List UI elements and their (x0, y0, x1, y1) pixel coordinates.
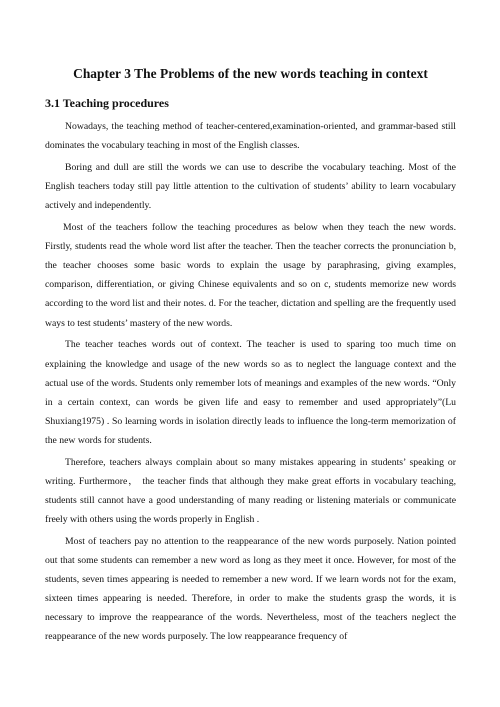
paragraph-out-of-context: The teacher teaches words out of context. The teacher is used to sparing too much time on explaining the knowledge and usage of the new words so as to neglect the language context and the actual use of the words. Students only remember lots of meanings and examples of the new words. “Only in a certain context, can words be given life and easy to remember and used appropriately”(Lu Shuxiang1975) . So learning words in isolation directly leads to influence the long-term memorization of the new words for students. (45, 339, 456, 446)
paragraph-student-mistakes: Therefore, teachers always complain about so many mistakes appearing in students’ speaking or writing. Furthermore， the teacher finds that although they make great efforts in vocabulary teaching, students still cannot have a good understanding of many reading or listening materials or communicate freely with others using the words properly in English . (45, 456, 456, 526)
paragraph-teaching-procedures: Most of the teachers follow the teaching procedures as below when they teach the new words. Firstly, students read the whole word list after the teacher. Then the teacher corrects the pronunciation b, the teacher chooses some basic words to explain the usage by paraphrasing, giving examples, comparison, differentiation, or giving Chinese equivalents and so on c, students memorize new words according to the word list and their notes. d. For the teacher, dictation and spelling are the frequently used ways to test students’ mastery of the new words. (45, 222, 456, 329)
chapter-title: Chapter 3 The Problems of the new words teaching in context (73, 66, 428, 81)
section-heading: 3.1 Teaching procedures (45, 96, 169, 110)
paragraph-boring-and-dull: Boring and dull are still the words we can use to describe the vocabulary teaching. Most of the English teachers today still pay little attention to the cultivation of students’ ability to learn vocabulary actively and independently. (45, 161, 456, 212)
paragraph-word-reappearance: Most of teachers pay no attention to the reappearance of the new words purposely. Nation pointed out that some students can remember a new word as long as they meet it once. However, for most of the students, seven times appearing is needed to remember a new word. If we learn words not for the exam, sixteen times appearing is needed. Therefore, in order to make the students grasp the words, it is necessary to improve the reappearance of the words. Nevertheless, most of the teachers neglect the reappearance of the new words purposely. The low reappearance frequency of (45, 535, 456, 643)
paragraph-teaching-method: Nowadays, the teaching method of teacher-centered,examination-oriented, and grammar-based still dominates the vocabulary teaching in most of the English classes. (45, 121, 456, 152)
